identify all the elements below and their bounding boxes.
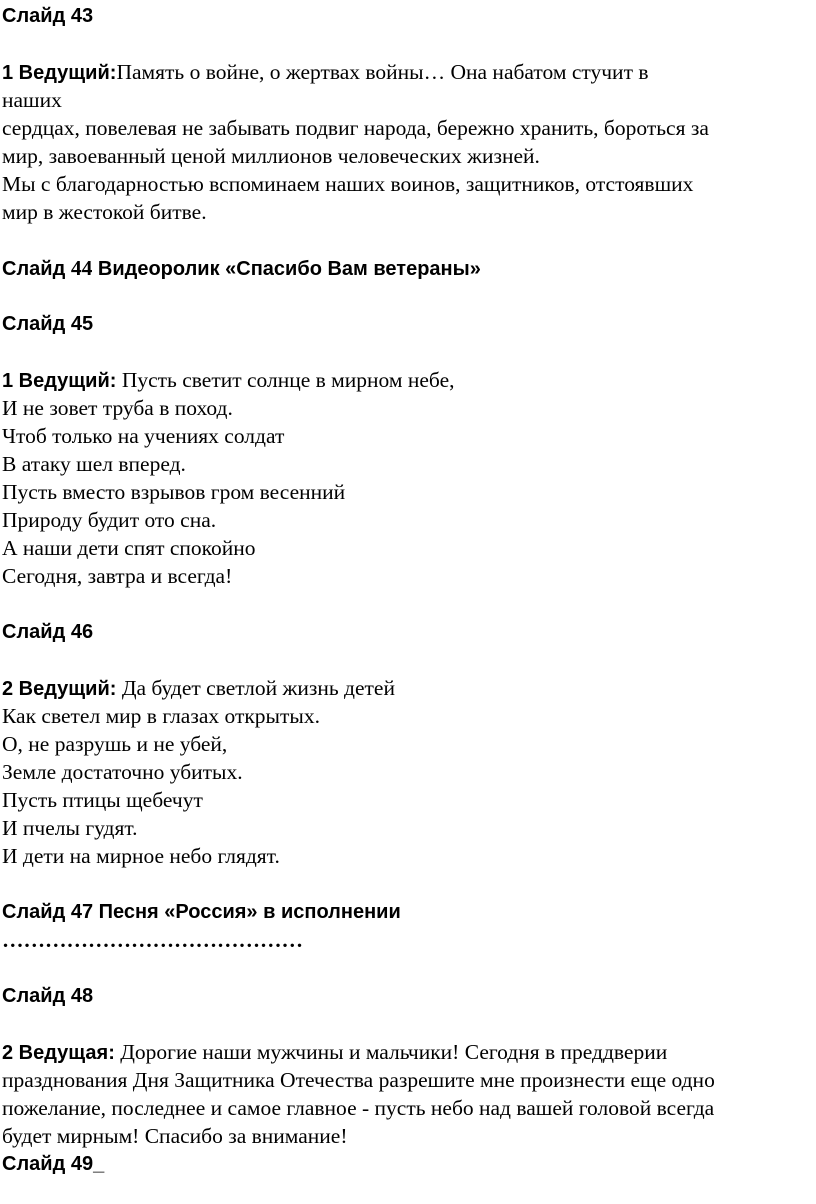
slide-43-line-3: сердцах, повелевая не забывать подвиг народа, бережно хранить, бороться за (2, 116, 709, 140)
slide-47-dots: …………………………………… (2, 928, 303, 952)
slide-45-line-1: Пусть светит солнце в мирном небе, (116, 368, 455, 392)
slide-46-speaker: 2 Ведущий: (2, 678, 117, 700)
slide-46-line-2: Как светел мир в глазах открытых. (2, 704, 320, 728)
slide-48-line-2: празднования Дня Защитника Отечества разрешите мне произнести еще одно (2, 1068, 715, 1092)
slide-46-heading: Слайд 46 (2, 621, 94, 643)
slide-43-speaker: 1 Ведущий: (2, 62, 117, 84)
slide-44-heading (2, 254, 481, 283)
slide-45-line-4: В атаку шел вперед. (2, 452, 186, 476)
slide-46-line-6: И пчелы гудят. (2, 816, 138, 840)
slide-45-heading: Слайд 45 (2, 313, 94, 335)
slide-46-line-7: И дети на мирное небо глядят. (2, 844, 280, 868)
slide-43-heading: Слайд 43 (2, 5, 94, 27)
slide-44-title: Видеоролик «Спасибо Вам ветераны» (92, 258, 481, 280)
slide-43-line-4: мир, завоеванный ценой миллионов человеческих жизней. (2, 144, 540, 168)
slide-43-line-6: мир в жестокой битве. (2, 200, 207, 224)
slide-48-line-1: Дорогие наши мужчины и мальчики! Сегодня в преддверии (114, 1040, 668, 1064)
slide-47-heading: Слайд 47 Песня «Россия» в исполнении (2, 901, 401, 923)
slide-48-line-3: пожелание, последнее и самое главное - пусть небо над вашей головой всегда (2, 1096, 715, 1120)
slide-43-line-2: наших (2, 88, 62, 112)
slide-45-line-8: Сегодня, завтра и всегда! (2, 564, 233, 588)
slide-46-line-4: Земле достаточно убитых. (2, 760, 243, 784)
slide-45-speaker: 1 Ведущий: (2, 370, 117, 392)
slide-44-label: Слайд (2, 258, 71, 280)
slide-46-line-3: О, не разрушь и не убей, (2, 732, 228, 756)
slide-45-line-5: Пусть вместо взрывов гром весенний (2, 480, 346, 504)
slide-48-speaker: 2 Ведущая: (2, 1042, 115, 1064)
slide-46-line-1: Да будет светлой жизнь детей (116, 676, 395, 700)
slide-46-text-line-1 (2, 674, 395, 703)
slide-43-line-1: Память о войне, о жертвах войны… Она набатом стучит в (116, 60, 649, 84)
slide-44-number: 44 (70, 256, 93, 280)
slide-48-heading: Слайд 48 (2, 985, 94, 1007)
slide-45-line-3: Чтоб только на учениях солдат (2, 424, 285, 448)
slide-45-line-6: Природу будит ото сна. (2, 508, 217, 532)
slide-45-line-7: А наши дети спят спокойно (2, 536, 256, 560)
slide-45-text-line-1 (2, 366, 455, 395)
slide-45-line-2: И не зовет труба в поход. (2, 396, 233, 420)
slide-46-line-5: Пусть птицы щебечут (2, 788, 203, 812)
slide-48-text-line-1 (2, 1038, 667, 1067)
slide-49-heading: Слайд 49_ (2, 1153, 105, 1175)
slide-43-line-5: Мы с благодарностью вспоминаем наших воинов, защитников, отстоявших (2, 172, 694, 196)
slide-43-text-line-1 (2, 58, 649, 87)
slide-48-line-4: будет мирным! Спасибо за внимание! (2, 1124, 348, 1148)
